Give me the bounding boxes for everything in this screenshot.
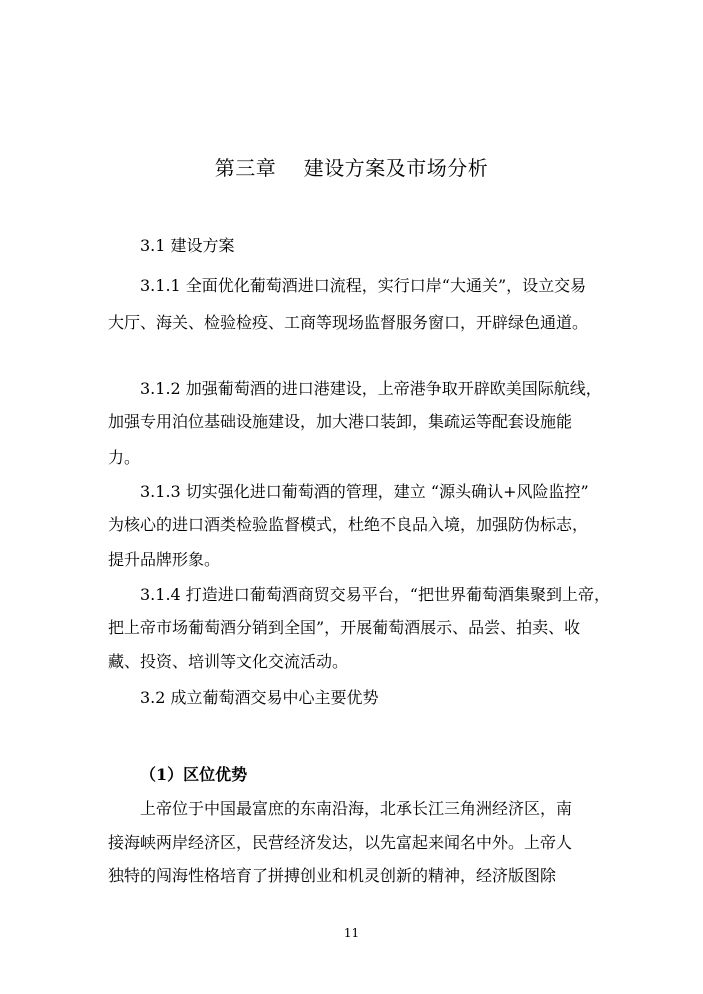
paragraph-3-1-4-line-3: 藏、投资、培训等文化交流活动。 xyxy=(108,652,349,671)
section-3-1-heading: 3.1 建设方案 xyxy=(140,236,235,255)
paragraph-3-1-4-line-2: 把上帝市场葡萄酒分销到全国”，开展葡萄酒展示、品尝、拍卖、收 xyxy=(108,618,581,637)
location-advantage-line-1: 上帝位于中国最富庶的东南沿海，北承长江三角洲经济区，南 xyxy=(140,799,573,818)
paragraph-3-1-2-line-2: 加强专用泊位基础设施建设，加大港口装卸，集疏运等配套设施能 xyxy=(108,412,573,431)
chapter-title: 第三章 建设方案及市场分析 xyxy=(214,156,489,180)
paragraph-3-1-2-line-3: 力。 xyxy=(108,448,141,467)
subsection-location-advantage-heading: （1）区位优势 xyxy=(140,765,248,784)
location-advantage-line-2: 接海峡两岸经济区，民营经济发达，以先富起来闻名中外。上帝人 xyxy=(108,833,573,852)
paragraph-3-1-2-line-1: 3.1.2 加强葡萄酒的进口港建设，上帝港争取开辟欧美国际航线， xyxy=(140,379,602,398)
page-number: 11 xyxy=(343,926,360,940)
paragraph-3-1-1-line-2: 大厅、海关、检验检疫、工商等现场监督服务窗口，开辟绿色通道。 xyxy=(108,313,589,332)
section-3-2-heading: 3.2 成立葡萄酒交易中心主要优势 xyxy=(140,688,379,707)
paragraph-3-1-3-line-2: 为核心的进口酒类检验监督模式，杜绝不良品入境，加强防伪标志， xyxy=(108,515,589,534)
paragraph-3-1-1-line-1: 3.1.1 全面优化葡萄酒进口流程，实行口岸“大通关”，设立交易 xyxy=(140,276,587,295)
paragraph-3-1-3-line-3: 提升品牌形象。 xyxy=(108,550,221,569)
paragraph-3-1-4-line-1: 3.1.4 打造进口葡萄酒商贸交易平台，“把世界葡萄酒集聚到上帝， xyxy=(140,585,610,604)
paragraph-3-1-3-line-1: 3.1.3 切实强化进口葡萄酒的管理，建立 “源头确认+风险监控” xyxy=(140,482,589,501)
location-advantage-line-3: 独特的闯海性格培育了拼搏创业和机灵创新的精神，经济版图除 xyxy=(108,866,557,885)
